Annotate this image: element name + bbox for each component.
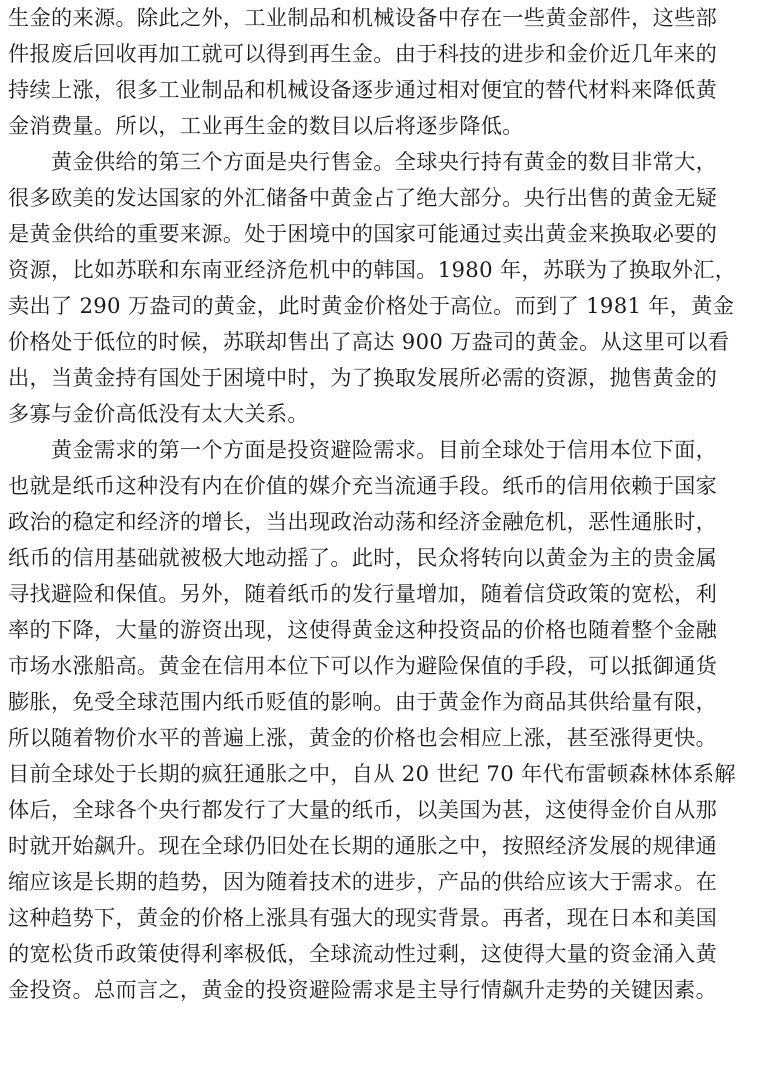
text-line: 纸币的信用基础就被极大地动摇了。此时，民众将转向以黄金为主的贵金属 (8, 545, 718, 570)
text-line: 资源，比如苏联和东南亚经济危机中的韩国。1980 年，苏联为了换取外汇， (8, 257, 737, 282)
text-line: 是黄金供给的重要来源。处于困境中的国家可能通过卖出黄金来换取必要的 (8, 221, 718, 246)
text-line: 体后，全球各个央行都发行了大量的纸币，以美国为甚，这使得金价自从那 (8, 797, 718, 822)
text-line: 的宽松货币政策使得利率极低，全球流动性过剩，这使得大量的资金涌入黄 (8, 941, 718, 966)
text-line: 多寡与金价高低没有太大关系。 (8, 401, 309, 426)
text-line: 这种趋势下，黄金的价格上涨具有强大的现实背景。再者，现在日本和美国 (8, 905, 718, 930)
book-page (8, 0, 756, 1084)
text-line: 黄金供给的第三个方面是央行售金。全球央行持有黄金的数目非常大， (51, 149, 718, 174)
text-line: 寻找避险和保值。另外，随着纸币的发行量增加，随着信贷政策的宽松，利 (8, 581, 718, 606)
text-line: 件报废后回收再加工就可以得到再生金。由于科技的进步和金价近几年来的 (8, 41, 718, 66)
text-line: 卖出了 290 万盎司的黄金，此时黄金价格处于高位。而到了 1981 年，黄金 (8, 293, 735, 318)
text-line: 生金的来源。除此之外，工业制品和机械设备中存在一些黄金部件，这些部 (8, 5, 718, 30)
text-line: 金投资。总而言之，黄金的投资避险需求是主导行情飙升走势的关键因素。 (8, 977, 718, 1002)
text-line: 市场水涨船高。黄金在信用本位下可以作为避险保值的手段，可以抵御通货 (8, 653, 718, 678)
text-line: 持续上涨，很多工业制品和机械设备逐步通过相对便宜的替代材料来降低黄 (8, 77, 718, 102)
text-line: 缩应该是长期的趋势，因为随着技术的进步，产品的供给应该大于需求。在 (8, 869, 718, 894)
text-line: 所以随着物价水平的普遍上涨，黄金的价格也会相应上涨，甚至涨得更快。 (8, 725, 718, 750)
text-line: 政治的稳定和经济的增长，当出现政治动荡和经济金融危机，恶性通胀时， (8, 509, 718, 534)
text-line: 目前全球处于长期的疯狂通胀之中，自从 20 世纪 70 年代布雷顿森林体系解 (8, 761, 736, 786)
text-line: 出，当黄金持有国处于困境中时，为了换取发展所必需的资源，抛售黄金的 (8, 365, 718, 390)
text-line: 黄金需求的第一个方面是投资避险需求。目前全球处于信用本位下面， (51, 437, 718, 462)
text-line: 率的下降，大量的游资出现，这使得黄金这种投资品的价格也随着整个金融 (8, 617, 718, 642)
text-line: 也就是纸币这种没有内在价值的媒介充当流通手段。纸币的信用依赖于国家 (8, 473, 718, 498)
text-line: 时就开始飙升。现在全球仍旧处在长期的通胀之中，按照经济发展的规律通 (8, 833, 718, 858)
text-line: 金消费量。所以，工业再生金的数目以后将逐步降低。 (8, 113, 524, 138)
text-line: 很多欧美的发达国家的外汇储备中黄金占了绝大部分。央行出售的黄金无疑 (8, 185, 718, 210)
text-line: 价格处于低位的时候，苏联却售出了高达 900 万盎司的黄金。从这里可以看 (8, 329, 730, 354)
text-line: 膨胀，免受全球范围内纸币贬值的影响。由于黄金作为商品其供给量有限， (8, 689, 718, 714)
